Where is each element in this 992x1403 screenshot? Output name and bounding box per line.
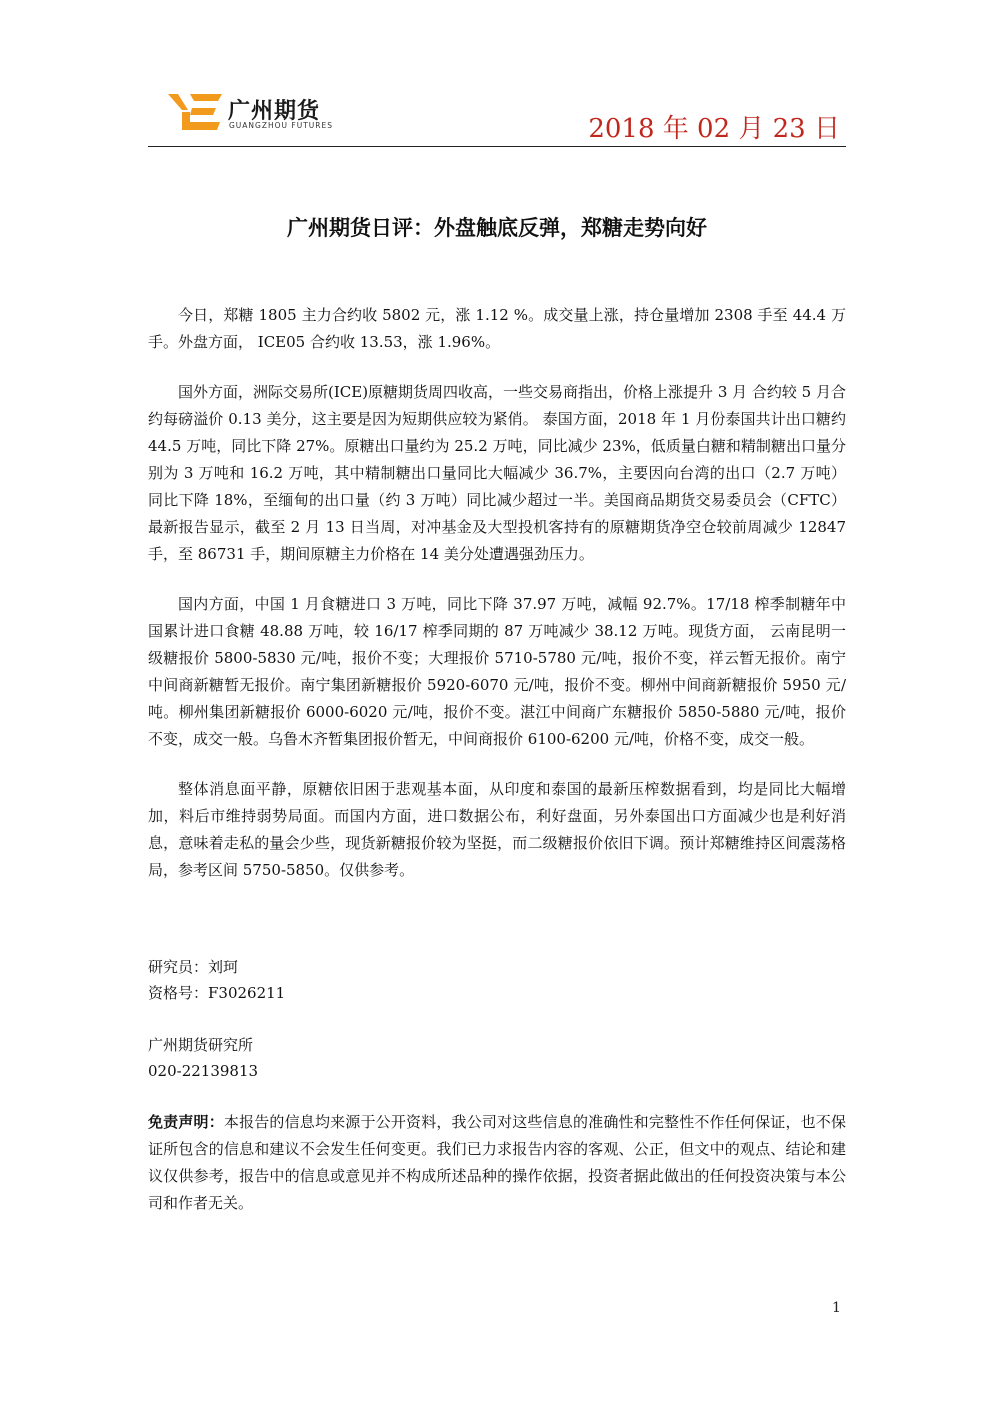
institute-phone: 020-22139813 (148, 1062, 259, 1080)
institute-name: 广州期货研究所 (148, 1036, 254, 1054)
report-date: 2018 年 02 月 23 日 (588, 114, 840, 144)
page-number: 1 (832, 1300, 841, 1316)
paragraph-market-summary: 今日，郑糖 1805 主力合约收 5802 元，涨 1.12 %。成交量上涨，持仓量增加 2308 手至 44.4 万手。外盘方面， ICE05 合约收 13.53，涨 1.96%。 (148, 306, 846, 351)
researcher-name: 研究员：刘珂 (148, 958, 239, 976)
researcher-info (148, 954, 846, 1006)
paragraph-international: 国外方面，洲际交易所(ICE)原糖期货周四收高，一些交易商指出，价格上涨提升 3 月 合约较 5 月合约每磅溢价 0.13 美分，这主要是因为短期供应较为紧俏。 泰国方面，2018 年 1 月份泰国共计出口糖约 44.5 万吨，同比下降 27%。原糖出口量约为 25.2 万吨，同比减少 23%，低质量白糖和精制糖出口量分别为 3 万吨和 16.2 万吨，其中精制糖出口量同比大幅减少 36.7%，主要因向台湾的出口（2.7 万吨）同比下降 18%，至缅甸的出口量（约 3 万吨）同比减少超过一半。美国商品期货交易委员会（CFTC）最新报告显示，截至 2 月 13 日当周，对冲基金及大型投机客持有的原糖期货净空仓较前周减少 12847 手，至 86731 手，期间原糖主力价格在 14 美分处遭遇强劲压力。 (148, 383, 846, 563)
company-logo (168, 92, 348, 136)
researcher-qualification: 资格号：F3026211 (148, 984, 286, 1002)
disclaimer-text: 本报告的信息均来源于公开资料，我公司对这些信息的准确性和完整性不作任何保证，也不保证所包含的信息和建议不会发生任何变更。我们已力求报告内容的客观、公正，但文中的观点、结论和建议仅供参考，报告中的信息或意见并不构成所述品种的操作依据，投资者据此做出的任何投资决策与本公司和作者无关。 (148, 1113, 846, 1212)
logo-english-name: GUANGZHOU FUTURES (229, 121, 333, 130)
report-header (148, 84, 846, 147)
institute-info (148, 1032, 846, 1084)
report-title: 广州期货日评：外盘触底反弹，郑糖走势向好 (287, 216, 707, 240)
disclaimer-label: 免责声明： (148, 1113, 224, 1131)
logo-chinese-name: 广州期货 (228, 99, 321, 124)
paragraph-outlook: 整体消息面平静，原糖依旧困于悲观基本面，从印度和泰国的最新压榨数据看到，均是同比大幅增加，料后市维持弱势局面。而国内方面，进口数据公布，利好盘面，另外泰国出口方面减少也是利好消息，意味着走私的量会少些，现货新糖报价较为坚挺，而二级糖报价依旧下调。预计郑糖维持区间震荡格局，参考区间 5750-5850。仅供参考。 (148, 780, 846, 879)
report-body (148, 302, 846, 907)
disclaimer (148, 1109, 846, 1217)
paragraph-domestic: 国内方面，中国 1 月食糖进口 3 万吨，同比下降 37.97 万吨，减幅 92.7%。17/18 榨季制糖年中国累计进口食糖 48.88 万吨，较 16/17 榨季同期的 87 万吨减少 38.12 万吨。现货方面， 云南昆明一级糖报价 5800-5830 元/吨，报价不变；大理报价 5710-5780 元/吨，报价不变，祥云暂无报价。南宁中间商新糖暂无报价。南宁集团新糖报价 5920-6070 元/吨，报价不变。柳州中间商新糖报价 5950 元/吨。柳州集团新糖报价 6000-6020 元/吨，报价不变。湛江中间商广东糖报价 5850-5880 元/吨，报价不变，成交一般。乌鲁木齐暂集团报价暂无，中间商报价 6100-6200 元/吨，价格不变，成交一般。 (148, 595, 846, 748)
logo-mark-icon (168, 92, 224, 132)
